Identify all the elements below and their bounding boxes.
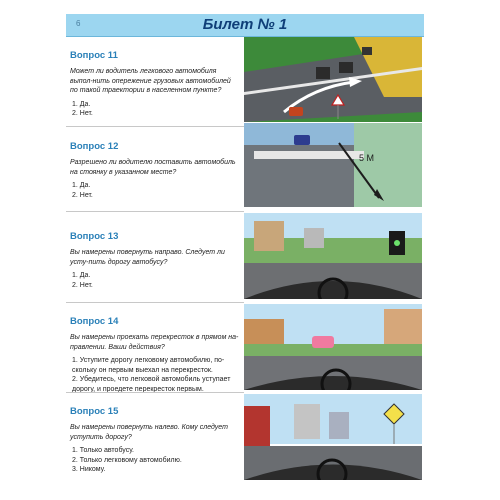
- question-12-illustration: [244, 123, 422, 207]
- answer-option[interactable]: 1. Только автобусу.: [72, 447, 134, 454]
- question-title: Вопрос 11: [70, 50, 118, 61]
- question-title: Вопрос 13: [70, 231, 119, 242]
- divider: [66, 392, 244, 393]
- question-block-11: [70, 50, 240, 119]
- question-title: Вопрос 15: [70, 406, 119, 417]
- answer-list: [70, 181, 240, 200]
- distance-label: 5 М: [359, 153, 375, 163]
- question-13-illustration: [244, 213, 422, 299]
- divider: [66, 211, 244, 212]
- question-block-13: [70, 231, 240, 290]
- answer-option[interactable]: 1. Да.: [72, 182, 91, 189]
- answer-list: [70, 356, 240, 394]
- question-15-illustration: [244, 394, 422, 480]
- answer-list: [70, 100, 240, 119]
- answer-option[interactable]: 3. Никому.: [72, 466, 106, 473]
- question-title: Вопрос 14: [70, 316, 119, 327]
- question-14-illustration: [244, 304, 422, 390]
- answer-option[interactable]: 1. Уступите дорогу легковому автомобилю, по-скольку он первым выехал на перекресток.: [72, 357, 225, 374]
- question-text: Разрешено ли водителю поставить автомобиль на стоянку в указанном месте?: [70, 159, 236, 176]
- answer-option[interactable]: 2. Убедитесь, что легковой автомобиль уступает дорогу, и проедете перекресток первым.: [72, 376, 231, 393]
- question-text: Может ли водитель легкового автомобиля выпол-нить опережение грузовых автомобилей по такой траектории в населенном пункте?: [70, 68, 231, 94]
- answer-option[interactable]: 2. Нет.: [72, 110, 93, 117]
- question-text: Вы намерены повернуть налево. Кому следует уступить дорогу?: [70, 424, 228, 441]
- ticket-header: [66, 14, 424, 37]
- question-block-12: [70, 141, 240, 200]
- answer-option[interactable]: 2. Только легковому автомобилю.: [72, 456, 182, 464]
- divider: [66, 126, 244, 127]
- question-text: Вы намерены повернуть направо. Следует ли усту-пить дорогу автобусу?: [70, 249, 225, 266]
- question-11-illustration: [244, 37, 422, 122]
- question-block-14: [70, 316, 240, 394]
- ticket-title: Билет № 1: [202, 16, 288, 33]
- answer-list: [70, 271, 240, 290]
- answer-option[interactable]: 2. Нет.: [72, 191, 93, 199]
- answer-option[interactable]: 2. Нет.: [72, 281, 93, 289]
- answer-option[interactable]: 1. Да.: [72, 100, 91, 108]
- divider: [66, 302, 244, 303]
- question-title: Вопрос 12: [70, 141, 119, 152]
- page-number: 6: [76, 19, 81, 28]
- answer-option[interactable]: 1. Да.: [72, 272, 91, 279]
- question-text: Вы намерены проехать перекресток в прямом на-правлении. Ваши действия?: [70, 334, 239, 351]
- answer-list: [70, 446, 240, 475]
- question-block-15: [70, 406, 240, 475]
